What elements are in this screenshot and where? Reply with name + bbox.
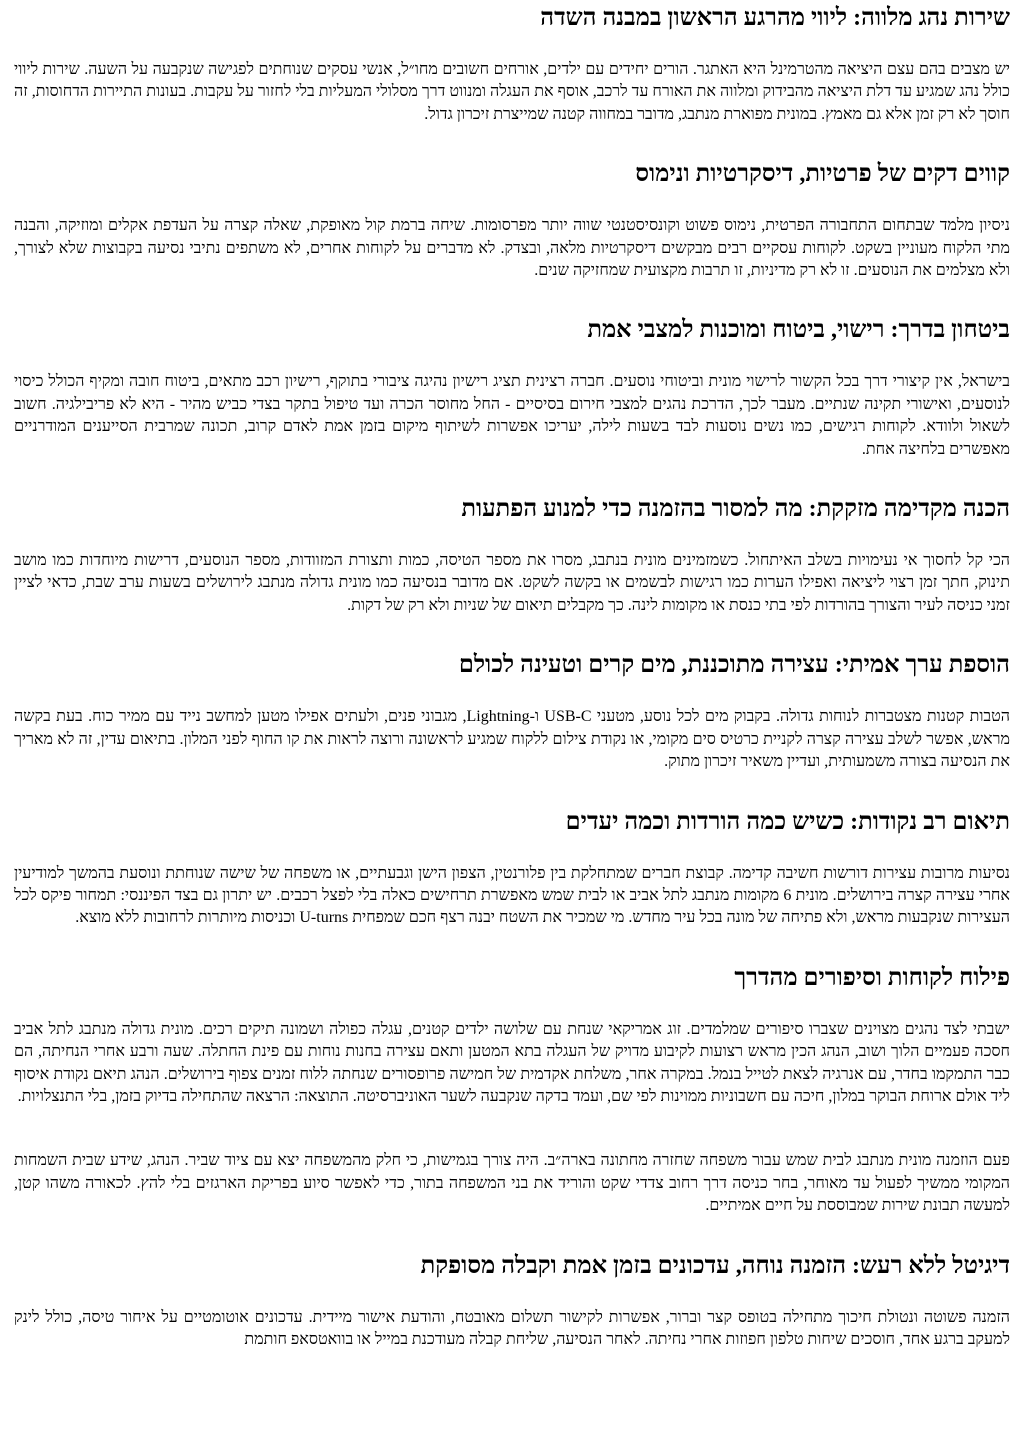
section-heading: ביטחון בדרך: רישוי, ביטוח ומוכנות למצבי אמת	[587, 317, 1010, 344]
section-heading: קווים דקים של פרטיות, דיסקרטיות ונימוס	[635, 161, 1010, 188]
section-heading: פילוח לקוחות וסיפורים מהדרך	[734, 964, 1010, 991]
section-paragraph: יש מצבים בהם עצם היציאה מהטרמינל היא האתגר. הורים יחידים עם ילדים, אורחים חשובים מחו״ל, אנשי עסקים שנוחתים לפגישה שנקבעה על השעה. שירות ליווי כולל נהג שמגיע עד דלת היציאה מהבידוק ומלווה את האורח עד לרכב, אוסף את העגלה ומנווט דרך מסלולי המעליות בלי לחזור על עקבות. בעונות התיירות הדחוסות, זה חוסך לא רק זמן אלא גם מאמץ. במונית מפוארת מנתבג, מדובר במחווה קטנה שמייצרת זיכרון גדול.	[14, 61, 1010, 123]
section-heading: הוספת ערך אמיתי: עצירה מתוכננת, מים קרים וטעינה לכולם	[458, 652, 1010, 679]
section-heading: שירות נהג מלווה: ליווי מהרגע הראשון במבנה השדה	[540, 5, 1010, 31]
section-paragraph: בישראל, אין קיצורי דרך בכל הקשור לרישוי מונית וביטוחי נוסעים. חברה רצינית תציג רישיון נהיגה ציבורי בתוקף, רישיון רכב מתאים, ביטוח חובה ומקיף הכולל כיסוי לנוסעים, ואישורי תקינה שנתיים. מעבר לכך, הדרכת נהגים למצבי חירום בסיסיים - החל מחוסר הכרה ועד טיפול בתקר בצדי כביש מהיר - היא לא פריבילגיה. חשוב לשאול ולוודא. לקוחות רגישים, כמו נשים נוסעות לבד בשעות לילה, יעריכו אפשרות לשיתוף מיקום בזמן אמת לאדם קרוב, תכונה שמרבית הסייענים המודרניים מאפשרים בלחיצה אחת.	[14, 373, 1010, 458]
section-heading: הכנה מקדימה מזקקת: מה למסור בהזמנה כדי למנוע הפתעות	[461, 496, 1010, 523]
section-added-value	[14, 651, 1010, 773]
section-digital	[14, 1252, 1010, 1352]
section-heading: תיאום רב נקודות: כשיש כמה הורדות וכמה יעדים	[565, 808, 1010, 835]
section-safety	[14, 316, 1010, 461]
section-paragraph: פעם הוזמנה מונית מנתבג לבית שמש עבור משפחה שחזרה מחתונה בארה״ב. היה צורך בגמישות, כי חלק מהמשפחה יצא עם ציוד שביר. הנהג, שידע שבית השמחות המקומי ממשיך לפעול עד מאוחר, בחר כניסה דרך רחוב צדדי שקט והוריד את בני המשפחה בתור, כדי לאפשר סיוע בפריקת הארגזים בלי להץ. לכאורה משהו קטן, למעשה תבונת שירות שמבוססת על חיים אמיתיים.	[14, 1152, 1010, 1215]
section-paragraph: ישבתי לצד נהגים מצוינים שצברו סיפורים שמלמדים. זוג אמריקאי שנחת עם שלושה ילדים קטנים, עגלה כפולה ושמונה תיקים רכים. מונית גדולה מנתבג לתל אביב חסכה פעמיים הלוך ושוב, הנהג הכין מראש רצועות לקיבוע מדויק של העגלה בתא המטען ותאם עצירה בחנות נוחות עם פינת החתלה. שעה ורבע אחרי הנחיתה, הם כבר התמקמו בחדר, עם אנרגיה לצאת לטייל בנמל. במקרה אחר, משלחת אקדמית של חמישה פרופסורים שנחתה ללוח זמנים צפוף בירושלים. הנהג תיאם נקודת איסוף ליד אולם ארוחת הבוקר במלון, חיכה עם חשבוניות ממוינות לפי שם, ועמד בדקה שנקבעה לשער האוניברסיטה. התוצאה: הרצאה שהתחילה בדיוק בזמן, בלי התנצלויות.	[14, 1020, 1010, 1105]
section-preparation	[14, 495, 1010, 617]
section-paragraph: נסיעות מרובות עצירות דורשות חשיבה קדימה. קבוצת חברים שמתחלקת בין פלורנטין, הצפון הישן וגבעתיים, או משפחה של שישה שנוחתת ונוסעת בהמשך למודיעין אחרי עצירה קצרה בירושלים. מונית 6 מקומות מנתבג לתל אביב או לבית שמש מאפשרת תרחישים כאלה בלי לפצל רכבים. יש יתרון גם בצד הפיננסי: תמחור פיקס לכל העצירות שנקבעות מראש, ולא פתיחה של מונה בכל עיר מחדש. מי שמכיר את השטח יבנה רצף חכם שמפחית U-turns וכניסות מיותרות לרחובות ללא מוצא.	[14, 864, 1010, 927]
section-multi-stop	[14, 808, 1010, 930]
section-heading: דיגיטל ללא רעש: הזמנה נוחה, עדכונים בזמן אמת וקבלה מסופקת	[420, 1252, 1010, 1279]
section-escort-service	[14, 4, 1010, 126]
section-stories	[14, 964, 1010, 1218]
section-privacy	[14, 160, 1010, 282]
section-paragraph: ניסיון מלמד שבתחום התחבורה הפרטית, נימוס פשוט וקונסיסטנטי שווה יותר מפרסומות. שיחה ברמת קול מאופקת, שאלה קצרה על העדפת אקלים ומוזיקה, והבנה מתי הלקוח מעוניין בשקט. לקוחות עסקיים רבים מבקשים דיסקרטיות מלאה, ובצדק. לא מדברים על לקוחות אחרים, לא משתפים נתיבי נסיעה בקבוצות שלא לצורך, ולא מצלמים את הנוסעים. זו לא רק מדיניות, זו תרבות מקצועית שמחזיקה שנים.	[14, 217, 1010, 280]
section-paragraph: הזמנה פשוטה ונטולת חיכוך מתחילה בטופס קצר וברור, אפשרות לקישור תשלום מאובטח, והודעת אישור מיידית. עדכונים אוטומטיים על איחור טיסה, כולל לינק למעקב ברגע אחד, חוסכים שיחות טלפון חפוזות אחרי נחיתה. לאחר הנסיעה, שליחת קבלה מעודכנת במייל או בוואטסאפ חותמת	[14, 1308, 1010, 1348]
section-paragraph: הטבות קטנות מצטברות לנוחות גדולה. בקבוק מים לכל נוסע, מטעני USB-C ו-Lightning, מגבוני פנים, ולעתים אפילו מטען למחשב נייד עם ממיר כוח. בעת בקשה מראש, אפשר לשלב עצירה קצרה לקניית כרטיס סים מקומי, או נקודת צילום ללקוח שמגיע לראשונה ורוצה לראות את קו החוף לפני המלון. בתיאום עדין, זה לא מאריך את הנסיעה בצורה משמעותית, ועדיין משאיר זיכרון מתוק.	[14, 708, 1011, 771]
section-paragraph: הכי קל לחסוך אי נעימויות בשלב האיתחול. כשמזמינים מונית בנתבג, מסרו את מספר הטיסה, כמות ותצורת המזוודות, מספר הנוסעים, דרישות מיוחדות כמו מושב תינוק, חתך זמן רצוי ליציאה ואפילו הערות כמו רגישות לבשמים או בקשה לשקט. אם מדובר בנסיעה כמו מונית גדולה מנתבג לירושלים בשעות ערב שבת, כדאי לציין זמני כניסה לעיר והצורך בהורדות לפי בתי כנסת או מקומות לינה. כך מקבלים תיאום של שניות ולא רק של דקות.	[14, 552, 1010, 614]
